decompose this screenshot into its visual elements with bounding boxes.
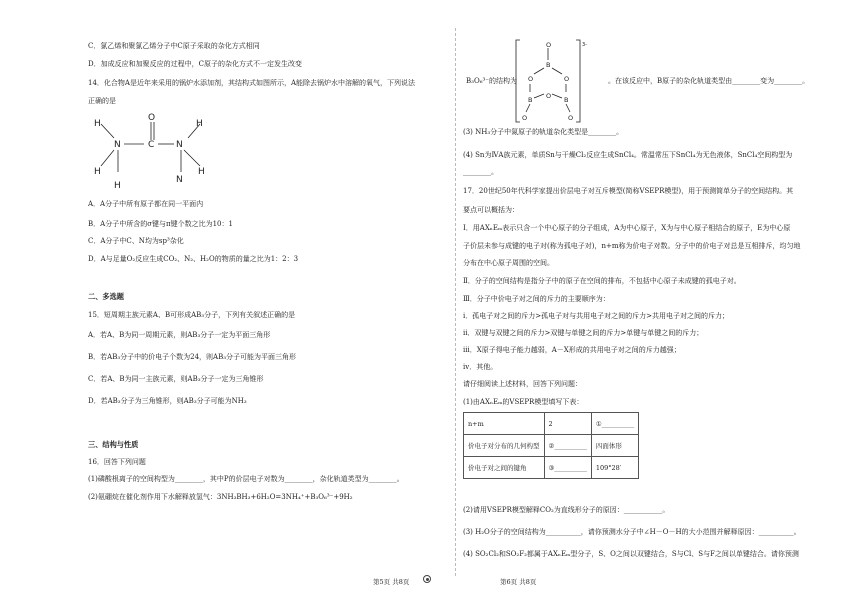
atom-h: H <box>94 167 101 177</box>
q14-stem-cont: 正确的是 <box>88 97 116 105</box>
q17-point1-cont2: 分布在中心原子周围的空间。 <box>463 259 554 267</box>
q13-option-c: C．氯乙烯和聚氯乙烯分子中C原子采取的杂化方式相同 <box>88 42 260 50</box>
section-structure: 三、结构与性质 <box>88 440 139 449</box>
q14-option-d: D．A与足量O₂反应生成CO₂、N₂、H₂O的物质的量之比为1：2：3 <box>88 255 299 263</box>
atom-n: N <box>114 140 121 150</box>
table-cell: ②__________ <box>544 435 591 457</box>
binding-hole-icon <box>423 575 431 583</box>
atom-c: C <box>148 140 155 150</box>
b3o6-question: 。在该反应中，B原子的杂化轨道类型由________变为________。 <box>608 77 810 85</box>
q14-option-a: A．A分子中所有原子都在同一平面内 <box>88 200 204 208</box>
molecule-structure <box>88 110 218 198</box>
atom-o: O <box>148 113 156 123</box>
table-cell: ③__________ <box>544 457 591 479</box>
q17-stem-cont: 要点可以概括为： <box>463 206 519 214</box>
q17-sub3: (3) H₂O分子的空间结构为__________，请你预测水分子中∠H－O－H的大小范围并解释原因：__________。 <box>463 528 801 536</box>
ring-o: O <box>522 114 528 122</box>
q15-option-a: A．若A、B为同一周期元素，则AB₃分子一定为平面三角形 <box>88 331 271 339</box>
atom-n: N <box>176 175 183 185</box>
q17-point3-iv: iv．其他。 <box>463 363 498 371</box>
q16-part4: (4) Sn为ⅣA族元素，单质Sn与干燥Cl₂反应生成SnCl₄。常温常压下SnCl₄为无色液体，SnCl₄空间构型为 <box>463 151 793 159</box>
atom-h: H <box>114 181 121 191</box>
table-cell: 四面体形 <box>591 435 638 457</box>
b3o6-ring-structure <box>514 38 602 124</box>
q17-point3-i: i．孤电子对之间的斥力>孤电子对与共用电子对之间的斥力>共用电子对之间的斥力； <box>463 312 729 320</box>
table-row <box>464 413 639 435</box>
q15-stem: 15．短周期主族元素A、B可形成AB₃分子，下列有关叙述正确的是 <box>88 311 296 319</box>
ring-o: O <box>568 114 574 122</box>
q16-part1: (1)磷酸根离子的空间构型为________，其中P的价层电子对数为________，杂化轨道类型为________。 <box>88 475 404 483</box>
ring-o: O <box>546 41 552 49</box>
q17-point3-ii: ii．双键与双键之间的斥力>双键与单键之间的斥力>单键与单键之间的斥力； <box>463 329 704 337</box>
q17-point2: Ⅱ．分子的空间结构是指分子中的原子在空间的排布，不包括中心原子未成键的孤电子对。 <box>463 277 741 285</box>
b3o6-label: B₃O₆³⁻的结构为 <box>466 77 517 85</box>
ring-o: O <box>528 75 534 83</box>
q17-sub4: (4) SO₂Cl₂和SO₂F₂都属于AXₙEₘ型分子，S、O之间以双键结合，S与Cl、S与F之间以单键结合。请你预测 <box>463 550 799 558</box>
atom-h: H <box>196 119 203 129</box>
q16-stem: 16．回答下列问题 <box>88 458 146 466</box>
table-cell: n+m <box>464 413 545 435</box>
vsepr-table <box>463 412 639 479</box>
q15-option-d: D．若AB₃分子为三角锥形，则AB₃分子可能为NH₃ <box>88 397 247 405</box>
table-cell: 价电子对分布的几何构型 <box>464 435 545 457</box>
ring-b: B <box>564 96 569 104</box>
q17-stem: 17．20世纪50年代科学家提出价层电子对互斥模型(简称VSEPR模型)，用于预测简单分子的空间结构。其 <box>463 187 794 195</box>
table-cell: 价电子对之间的键角 <box>464 457 545 479</box>
q15-option-c: C．若A、B为同一主族元素，则AB₃分子一定为三角锥形 <box>88 375 264 383</box>
table-row <box>464 435 639 457</box>
q17-point1-cont: 子价层未参与成键的电子对(称为孤电子对)，n+m称为价电子对数。分子中的价电子对总是互相排斥，均匀地 <box>463 242 801 250</box>
atom-n: N <box>176 140 183 150</box>
q17-sub2: (2)请用VSEPR模型解释CO₂为直线形分子的原因：___________。 <box>463 506 670 514</box>
q14-option-b: B．A分子中所含的σ键与π键个数之比为10：1 <box>88 220 233 228</box>
q13-option-d: D．加成反应和加聚反应的过程中，C原子的杂化方式不一定发生改变 <box>88 60 302 68</box>
q14-option-c: C．A分子中C、N均为sp³杂化 <box>88 237 184 245</box>
page-number-right: 第6页 共8页 <box>500 578 537 586</box>
q16-part3: (3) NH₃分子中氮原子的轨道杂化类型是________。 <box>463 128 624 136</box>
page-divider <box>455 28 456 576</box>
ring-b: B <box>546 61 551 69</box>
q14-stem: 14．化合物A是近年来采用的锅炉水添加剂，其结构式如图所示，A能除去锅炉水中溶解的氧气，下列说法 <box>88 79 416 87</box>
q15-option-b: B．若AB₃分子中的价电子个数为24，则AB₃分子可能为平面三角形 <box>88 353 297 361</box>
ring-o: O <box>546 92 552 100</box>
q17-point1: Ⅰ．用AXₙEₘ表示只含一个中心原子的分子组成，A为中心原子，X为与中心原子相结合的原子，E为中心原 <box>463 224 791 232</box>
ring-o: O <box>564 75 570 83</box>
section-multi-choice: 二、多选题 <box>88 292 124 301</box>
table-cell: ①__________ <box>591 413 638 435</box>
q17-point3: Ⅲ．分子中价电子对之间的斥力的主要顺序为： <box>463 295 610 303</box>
table-cell: 109°28′ <box>591 457 638 479</box>
q17-read-prompt: 请仔细阅读上述材料，回答下列问题： <box>463 380 582 388</box>
q16-part2: (2)氨硼烷在催化剂作用下水解释放氢气：3NH₃BH₃+6H₂O=3NH₄⁺+B₃O₆³⁻+9H₂ <box>88 493 353 501</box>
page-number-left: 第5页 共8页 <box>373 578 410 586</box>
atom-h: H <box>94 119 101 129</box>
q17-point3-iii: iii．X原子得电子能力越弱，A－X形成的共用电子对之间的斥力越强； <box>463 346 681 354</box>
table-row <box>464 457 639 479</box>
q16-part4-cont: ________。 <box>463 168 498 176</box>
ring-b: B <box>528 96 533 104</box>
atom-h: H <box>198 167 205 177</box>
q17-sub1: (1)由AXₙEₘ的VSEPR模型填写下表： <box>463 398 584 406</box>
table-cell: 2 <box>544 413 591 435</box>
ring-charge: 3- <box>582 42 587 48</box>
